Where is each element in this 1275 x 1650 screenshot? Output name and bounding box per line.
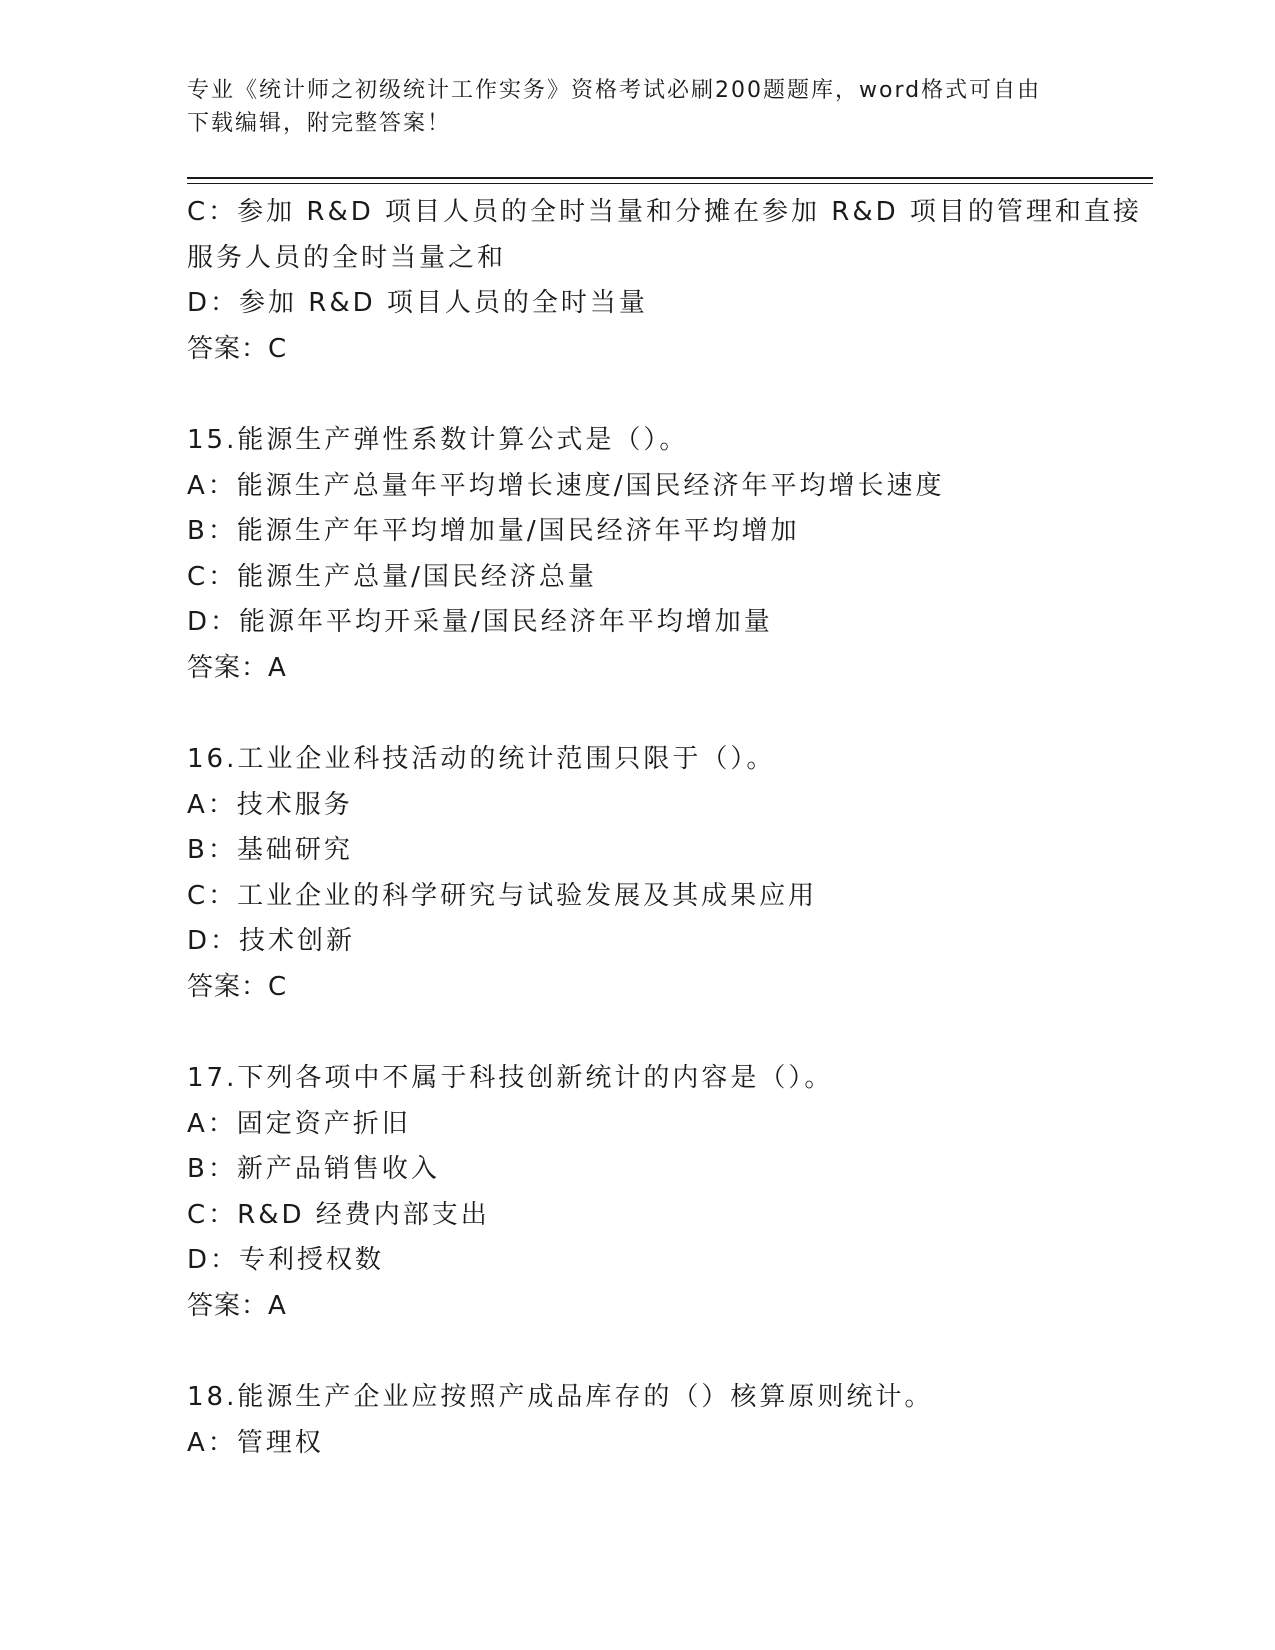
question-14-continued: [187, 190, 1142, 372]
answer: 答案：A: [187, 1290, 287, 1321]
option-c: C：能源生产总量/国民经济总量: [187, 561, 597, 592]
question-18: [187, 1375, 1127, 1466]
option-c: C：参加 R&D 项目人员的全时当量和分摊在参加 R&D 项目的管理和直接: [187, 197, 1142, 227]
option-d: D：能源年平均开采量/国民经济年平均增加量: [187, 607, 773, 637]
option-b: B：基础研究: [187, 835, 353, 865]
option-c-continued: 服务人员的全时当量之和: [187, 242, 507, 273]
answer: 答案：C: [187, 971, 288, 1002]
document-header: [187, 74, 1087, 140]
header-divider-thin: [187, 183, 1153, 184]
header-line-2: 下载编辑，附完整答案！: [187, 111, 452, 136]
option-b: B：能源生产年平均增加量/国民经济年平均增加: [187, 516, 800, 546]
option-a: A：能源生产总量年平均增长速度/国民经济年平均增长速度: [187, 470, 945, 501]
question-16: [187, 737, 1127, 1010]
question-stem: 15.能源生产弹性系数计算公式是（）。: [187, 425, 689, 455]
header-divider: [187, 177, 1153, 179]
question-list: [187, 190, 1142, 1466]
question-stem: 16.工业企业科技活动的统计范围只限于（）。: [187, 744, 776, 774]
question-17: [187, 1056, 1127, 1329]
option-a: A：固定资产折旧: [187, 1108, 411, 1139]
question-15: [187, 418, 1127, 691]
option-d: D：专利授权数: [187, 1245, 385, 1275]
option-a: A：管理权: [187, 1427, 324, 1458]
option-d: D：参加 R&D 项目人员的全时当量: [187, 288, 648, 318]
option-c: C：R&D 经费内部支出: [187, 1199, 490, 1230]
question-stem: 17.下列各项中不属于科技创新统计的内容是（）。: [187, 1063, 834, 1093]
option-d: D：技术创新: [187, 926, 356, 956]
answer: 答案：C: [187, 333, 288, 364]
option-b: B：新产品销售收入: [187, 1154, 440, 1184]
answer: 答案：A: [187, 652, 287, 683]
header-line-1: 专业《统计师之初级统计工作实务》资格考试必刷200题题库，word格式可自由: [187, 78, 1042, 103]
option-c: C：工业企业的科学研究与试验发展及其成果应用: [187, 880, 818, 911]
question-stem: 18.能源生产企业应按照产成品库存的（）核算原则统计。: [187, 1382, 934, 1412]
option-a: A：技术服务: [187, 789, 353, 820]
